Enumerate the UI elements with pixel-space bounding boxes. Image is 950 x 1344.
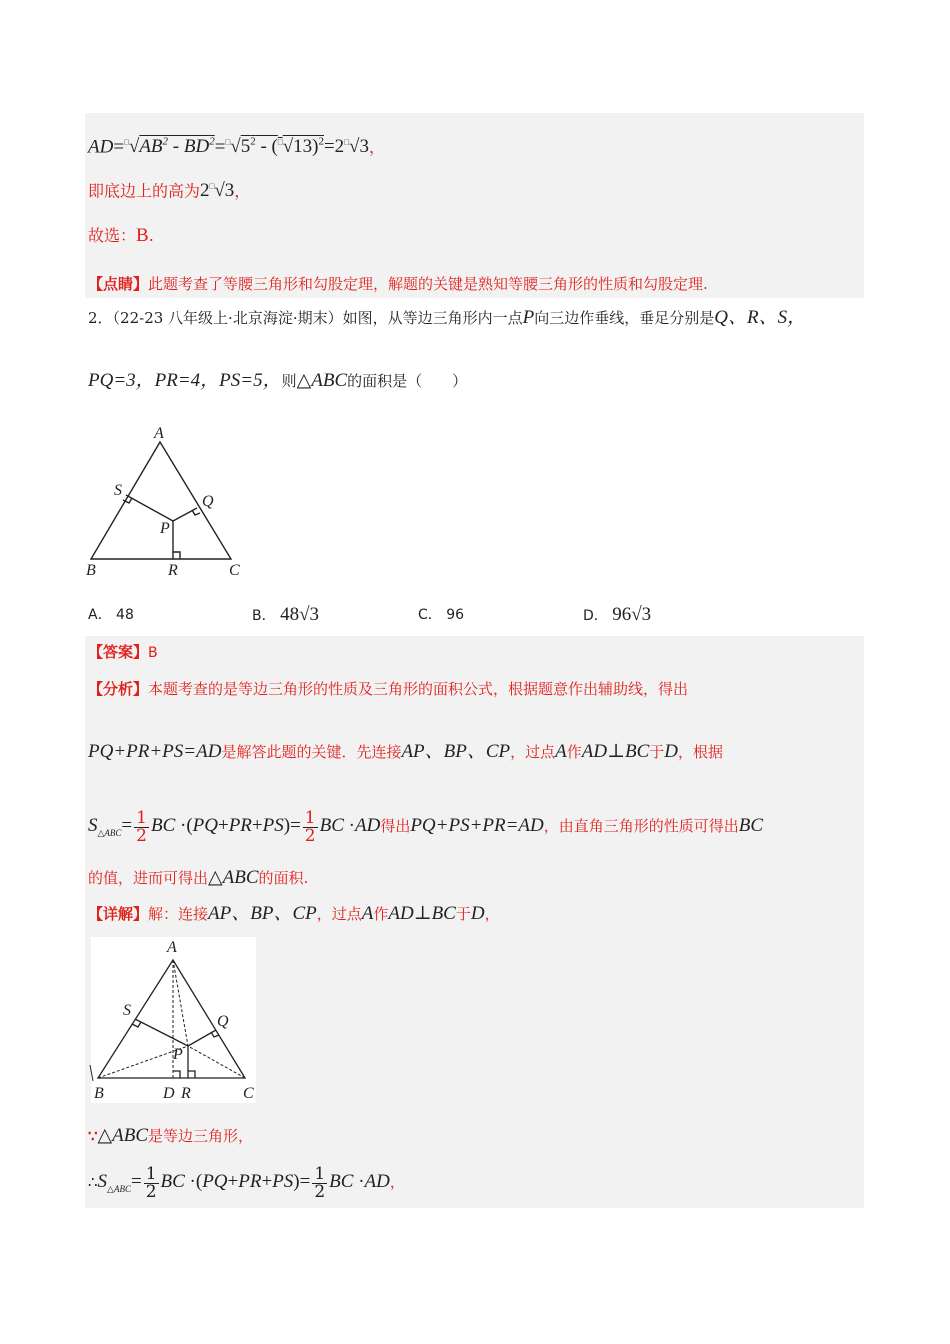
detail-math-b: A bbox=[361, 903, 374, 924]
fig2-label-s: S bbox=[123, 1002, 131, 1019]
analysis-text-e: ，根据 bbox=[678, 743, 724, 761]
option-c-letter: C． bbox=[418, 607, 442, 623]
because-text: 是等边三角形， bbox=[148, 1127, 254, 1145]
analysis-tag: 【分析】 bbox=[88, 680, 149, 698]
figure-1 bbox=[80, 422, 260, 582]
analysis-line1: 本题考查的是等边三角形的性质及三角形的面积公式，根据题意作出辅助线，得出 bbox=[148, 680, 689, 698]
detail-text-b: ，过点 bbox=[316, 905, 362, 923]
analysis-line3-text-b: ，由直角三角形的性质可得出 bbox=[543, 817, 739, 835]
option-d-letter: D． bbox=[583, 608, 608, 624]
option-b-value: 48√3 bbox=[280, 604, 319, 625]
choice-value: B bbox=[136, 225, 149, 246]
analysis-math-d: D bbox=[664, 741, 679, 762]
question-number: 2． bbox=[88, 309, 113, 327]
because-math: △ABC bbox=[97, 1125, 149, 1146]
fig2-label-p: P bbox=[173, 1046, 183, 1063]
detail-tag: 【详解】 bbox=[88, 905, 149, 923]
choice-line bbox=[88, 224, 154, 248]
option-c[interactable] bbox=[418, 604, 464, 624]
analysis-line4-text-a: 的值，进而可得出 bbox=[88, 869, 209, 887]
analysis-text-c: 作 bbox=[566, 743, 582, 761]
analysis-text-d: 于 bbox=[649, 743, 665, 761]
analysis-line3-text-a: 得出 bbox=[380, 817, 411, 835]
analysis-line4-math: △ABC bbox=[208, 867, 259, 888]
analysis-line-4 bbox=[88, 866, 308, 890]
analysis-text-a: 是解答此题的关键．先连接 bbox=[221, 743, 402, 761]
figure-2 bbox=[85, 935, 265, 1110]
question-line-2 bbox=[88, 369, 467, 393]
therefore-line: $\therefore S_{\triangle ABC}=$ $\frac{1}{2}$ BC ·(PQ+PR+PS)= $\frac{1}{2}$ BC ·AD， bbox=[88, 1163, 405, 1202]
therefore-symbol: ∴ bbox=[88, 1173, 98, 1191]
comment-text: 此题考查了等腰三角形和勾股定理，解题的关键是熟知等腰三角形的性质和勾股定理. bbox=[148, 275, 708, 293]
because-line bbox=[88, 1124, 253, 1148]
height-end: ， bbox=[234, 181, 251, 201]
question-ask-1: 则 bbox=[281, 372, 297, 390]
analysis-line3-math-b: BC bbox=[738, 815, 764, 836]
question-point-p: P bbox=[522, 307, 535, 328]
fig2-label-q: Q bbox=[217, 1013, 229, 1030]
detail-text-e: ， bbox=[484, 905, 500, 923]
height-text: 即底边上的高为 bbox=[88, 181, 201, 201]
option-c-value: 96 bbox=[446, 607, 465, 623]
ad-formula-line: $AD=^□√AB^2 - BD^2=^□√5^2 - (^□√13)^2=2^□√3$， bbox=[88, 136, 385, 158]
fig1-label-q: Q bbox=[202, 493, 214, 510]
fig1-label-a: A bbox=[154, 425, 164, 442]
option-a-letter: A． bbox=[88, 607, 112, 623]
question-ask-2: 的面积是（ ） bbox=[347, 372, 468, 390]
choice-text: 故选： bbox=[88, 226, 137, 245]
comment-line bbox=[88, 272, 708, 296]
question-conditions: PQ=3，PR=4，PS=5， bbox=[88, 370, 282, 391]
detail-math-c: AD⊥BC bbox=[388, 903, 456, 924]
option-d[interactable] bbox=[583, 604, 651, 626]
analysis-math-perp: AD⊥BC bbox=[581, 741, 650, 762]
analysis-math-segments: AP、BP、CP bbox=[401, 741, 511, 762]
fig2-label-r: R bbox=[181, 1085, 191, 1102]
ad-formula-end: ， bbox=[368, 137, 385, 157]
detail-line bbox=[88, 902, 500, 926]
question-text-1: 如图，从等边三角形内一点 bbox=[342, 309, 523, 327]
answer-value: B bbox=[148, 645, 158, 661]
answer-line bbox=[88, 640, 158, 665]
comment-tag: 【点睛】 bbox=[88, 275, 149, 293]
analysis-line3-math-a: PQ+PS+PR=AD bbox=[410, 815, 544, 836]
analysis-line4-text-b: 的面积. bbox=[258, 869, 309, 887]
fig1-label-r: R bbox=[168, 562, 178, 579]
fig2-label-c: C bbox=[243, 1085, 254, 1102]
fig2-label-b: B bbox=[94, 1085, 104, 1102]
analysis-line-2 bbox=[88, 740, 723, 764]
question-feet: Q、R、S， bbox=[714, 307, 807, 328]
analysis-math-sum: PQ+PR+PS=AD bbox=[88, 741, 222, 762]
question-line-1 bbox=[88, 306, 806, 330]
analysis-text-b: ，过点 bbox=[510, 743, 556, 761]
fig1-label-c: C bbox=[229, 562, 240, 579]
analysis-line-3: $S_{\triangle ABC}=$ $\frac{1}{2}$ BC ·(PQ+PR+PS)= $\frac{1}{2}$ BC ·AD得出PQ+PS+PR=AD，由直角三角形的性质可得出BC bbox=[88, 807, 764, 846]
detail-math-d: D bbox=[470, 903, 485, 924]
option-a[interactable] bbox=[88, 604, 134, 624]
detail-text-c: 作 bbox=[373, 905, 389, 923]
choice-end: . bbox=[148, 226, 154, 245]
fig2-label-d: D bbox=[163, 1085, 175, 1102]
therefore-end: ， bbox=[389, 1173, 405, 1191]
analysis-math-a: A bbox=[555, 741, 567, 762]
analysis-line-1 bbox=[88, 677, 688, 701]
detail-text-a: 解：连接 bbox=[148, 905, 209, 923]
question-triangle: △ABC bbox=[296, 370, 348, 391]
option-b[interactable] bbox=[252, 604, 319, 626]
detail-text-d: 于 bbox=[455, 905, 471, 923]
detail-math-a: AP、BP、CP bbox=[208, 903, 317, 924]
option-a-value: 48 bbox=[116, 607, 134, 623]
option-d-value: 96√3 bbox=[612, 604, 652, 625]
question-source: （22-23 八年级上·北京海淀·期末） bbox=[112, 309, 343, 327]
fig1-label-b: B bbox=[86, 562, 96, 579]
fig1-label-s: S bbox=[114, 482, 122, 499]
height-line: 即底边上的高为2□√3， bbox=[88, 180, 251, 202]
question-text-2: 向三边作垂线，垂足分别是 bbox=[534, 309, 715, 327]
fig2-label-a: A bbox=[167, 939, 177, 956]
answer-tag: 【答案】 bbox=[88, 643, 149, 661]
because-symbol: ∵ bbox=[88, 1127, 98, 1145]
fig1-label-p: P bbox=[160, 520, 170, 537]
option-b-letter: B． bbox=[252, 608, 276, 624]
